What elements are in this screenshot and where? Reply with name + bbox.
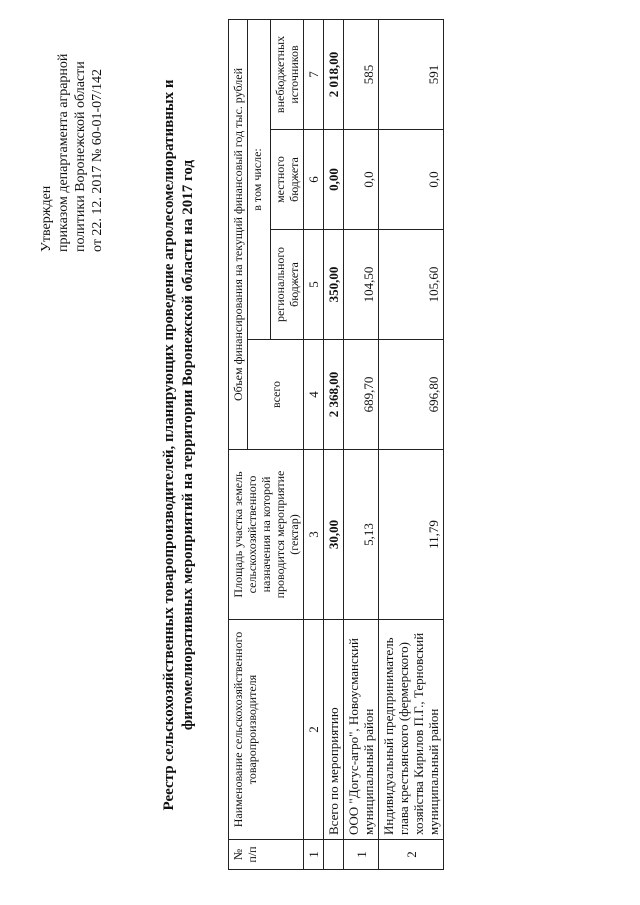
col-number: 7 <box>304 20 324 130</box>
total-local: 0,00 <box>324 130 344 230</box>
total-regional: 350,00 <box>324 230 344 340</box>
col-number: 6 <box>304 130 324 230</box>
title-line: Реестр сельскохозяйственных товаропроизводителей, планирующих проведение агролесомелиоративных и <box>161 79 177 811</box>
total-sum: 2 368,00 <box>324 340 344 450</box>
approval-line: Утвержден <box>39 185 54 252</box>
rotated-content <box>28 20 628 880</box>
approval-stamp <box>38 32 106 252</box>
row-offbudget: 585 <box>344 20 379 130</box>
header-local: местного бюджета <box>271 130 304 230</box>
col-number: 4 <box>304 340 324 450</box>
header-area: Площадь участка земель сельскохозяйственного назначения на которой проводится мероприятие (гектар) <box>229 450 304 620</box>
row-area: 11,79 <box>379 450 444 620</box>
document-title <box>160 20 198 870</box>
column-number-row <box>304 20 324 870</box>
row-total: 689,70 <box>344 340 379 450</box>
header-name: Наименование сельскохозяйственного товаропроизводителя <box>229 620 304 840</box>
table-row <box>344 20 379 870</box>
header-including: в том числе: <box>248 20 271 340</box>
total-name: Всего по мероприятию <box>324 620 344 840</box>
header-row <box>229 20 248 870</box>
row-regional: 105,60 <box>379 230 444 340</box>
row-num: 1 <box>344 840 379 870</box>
row-name: Индивидуальный предприниматель глава крестьянского (фермерского) хозяйства Кирилов П.Г., Терновский муниципальный район <box>379 620 444 840</box>
row-local: 0,0 <box>379 130 444 230</box>
header-total: всего <box>248 340 304 450</box>
approval-line: приказом департамента аграрной <box>56 53 71 252</box>
row-name: ООО "Догус-агро", Новоусманский муниципальный район <box>344 620 379 840</box>
header-offbudget: внебюджетных источников <box>271 20 304 130</box>
header-num: № п/п <box>229 840 304 870</box>
header-funding: Объем финансирования на текущий финансовый год тыс. рублей <box>229 20 248 450</box>
row-local: 0,0 <box>344 130 379 230</box>
col-number: 3 <box>304 450 324 620</box>
total-num <box>324 840 344 870</box>
col-number: 1 <box>304 840 324 870</box>
row-regional: 104,50 <box>344 230 379 340</box>
table-row <box>379 20 444 870</box>
row-offbudget: 591 <box>379 20 444 130</box>
row-area: 5,13 <box>344 450 379 620</box>
row-total: 696,80 <box>379 340 444 450</box>
total-area: 30,00 <box>324 450 344 620</box>
col-number: 5 <box>304 230 324 340</box>
col-number: 2 <box>304 620 324 840</box>
approval-line: политики Воронежской области <box>73 61 88 252</box>
title-line: фитомелиоративных мероприятий на территории Воронежской области на 2017 год <box>180 159 196 731</box>
total-row <box>324 20 344 870</box>
registry-table <box>228 19 444 870</box>
row-num: 2 <box>379 840 444 870</box>
header-regional: регионального бюджета <box>271 230 304 340</box>
total-offbudget: 2 018,00 <box>324 20 344 130</box>
approval-line: от 22. 12. 2017 № 60-01-07/142 <box>90 68 105 252</box>
